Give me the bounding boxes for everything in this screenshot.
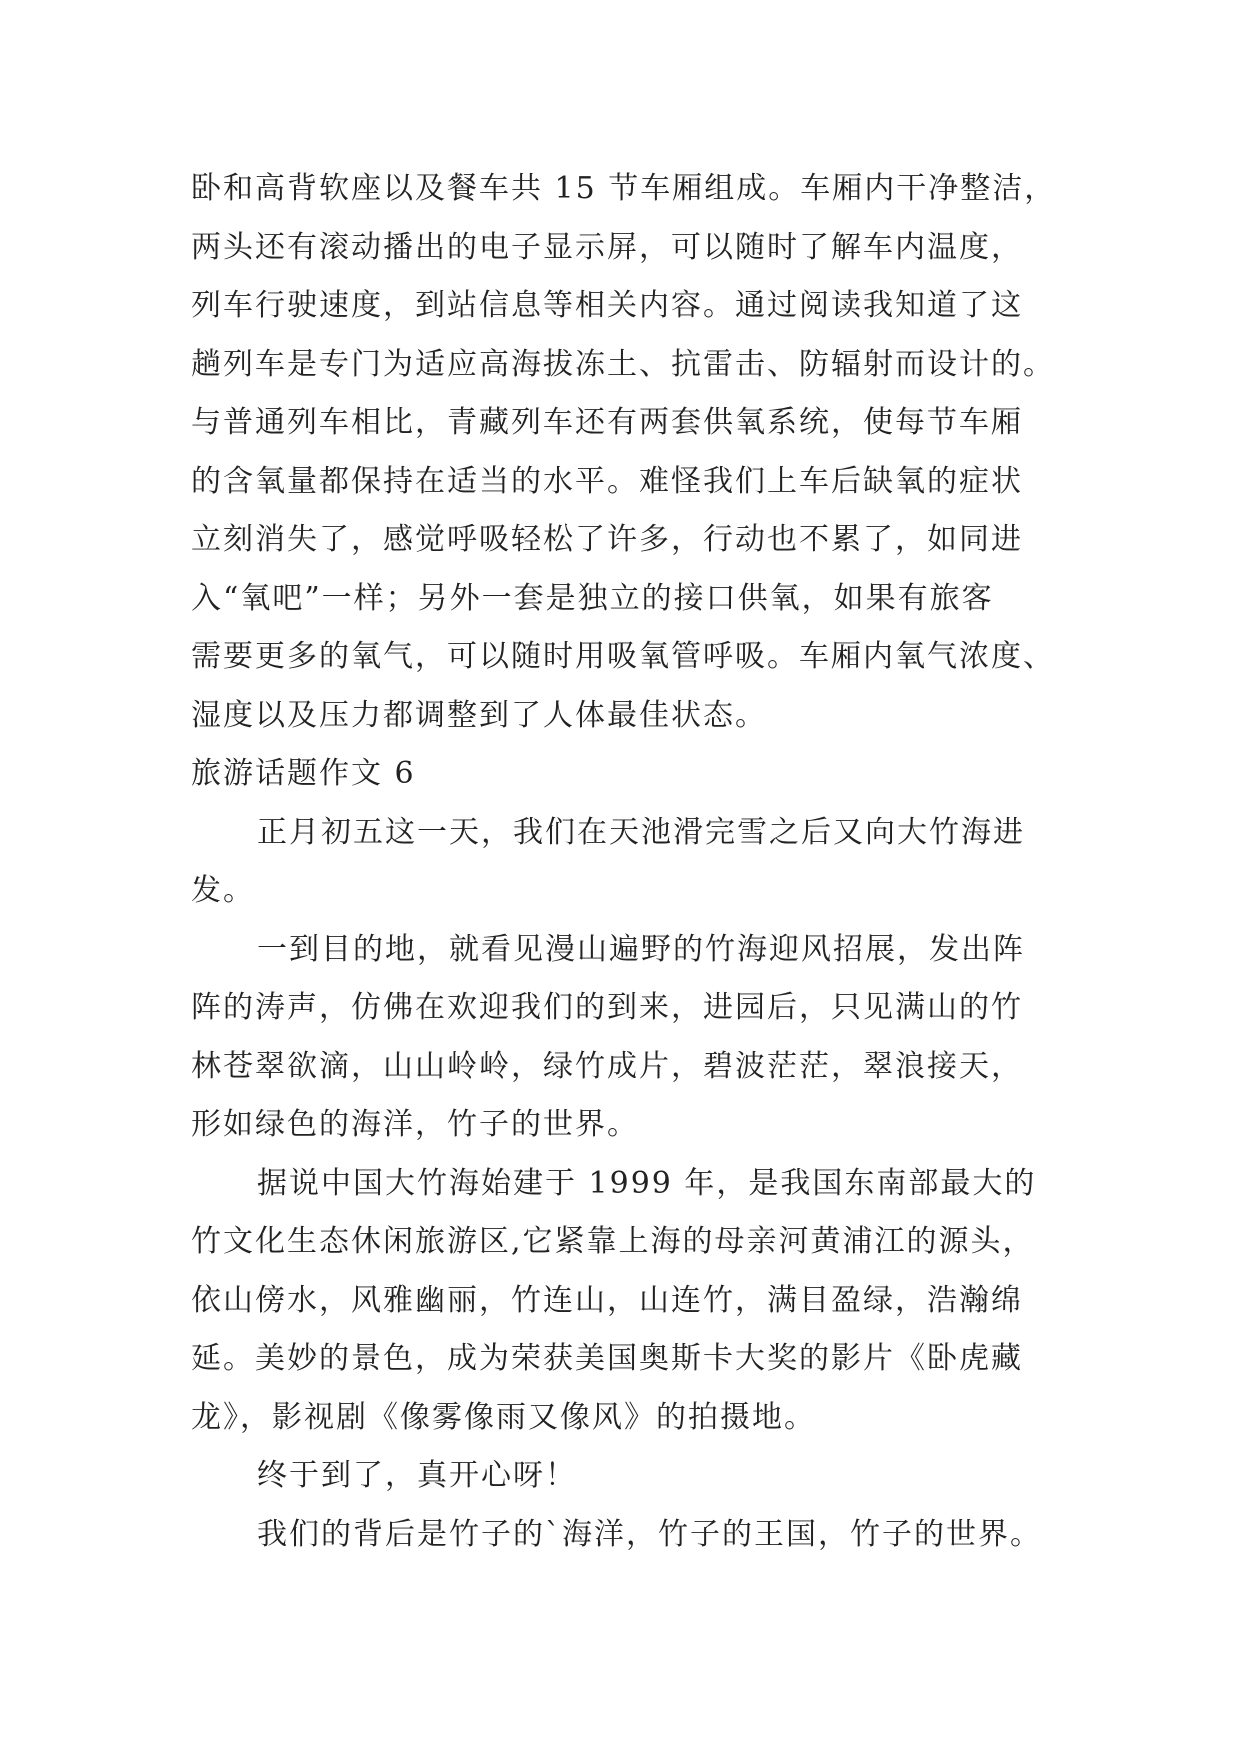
text-line: 的含氧量都保持在适当的水平。难怪我们上车后缺氧的症状 [191,463,1023,499]
text-line: 依山傍水，风雅幽丽，竹连山，山连竹，满目盈绿，浩瀚绵 [191,1282,1023,1318]
text-line: 立刻消失了，感觉呼吸轻松了许多，行动也不累了，如同进 [191,522,1023,557]
text-line: 龙》，影视剧《像雾像雨又像风》的拍摄地。 [191,1399,816,1435]
text-line: 列车行驶速度，到站信息等相关内容。通过阅读我知道了这 [191,288,1023,323]
paragraph-start-line: 正月初五这一天，我们在天池滑完雪之后又向大竹海进 [257,814,1025,850]
text-line: 竹文化生态休闲旅游区,它紧靠上海的母亲河黄浦江的源头， [191,1224,1035,1259]
section-heading: 旅游话题作文 6 [191,756,416,791]
document-body [191,160,1076,1564]
text-line: 延。美妙的景色，成为荣获美国奥斯卡大奖的影片《卧虎藏 [191,1341,1023,1376]
text-line: 湿度以及压力都调整到了人体最佳状态。 [191,697,767,733]
text-line: 形如绿色的海洋，竹子的世界。 [191,1107,639,1142]
paragraph-start-line: 终于到了，真开心呀！ [257,1458,577,1493]
paragraph-start-line: 我们的背后是竹子的`海洋，竹子的王国，竹子的世界。 [257,1516,1042,1552]
text-line: 发。 [191,873,255,908]
text-line: 两头还有滚动播出的电子显示屏，可以随时了解车内温度， [191,229,1023,265]
paragraph-start-line: 据说中国大竹海始建于 1999 年，是我国东南部最大的 [257,1165,1037,1201]
paragraph-start-line: 一到目的地，就看见漫山遍野的竹海迎风招展，发出阵 [257,931,1025,967]
text-line: 入“氧吧”一样；另外一套是独立的接口供氧，如果有旅客 [191,580,994,616]
text-line: 趟列车是专门为适应高海拔冻土、抗雷击、防辐射而设计的。 [191,346,1055,382]
text-line: 需要更多的氧气，可以随时用吸氧管呼吸。车厢内氧气浓度、 [191,639,1055,674]
text-line: 卧和高背软座以及餐车共 15 节车厢组成。车厢内干净整洁， [191,171,1057,206]
text-line: 阵的涛声，仿佛在欢迎我们的到来，进园后，只见满山的竹 [191,990,1023,1025]
text-line: 与普通列车相比，青藏列车还有两套供氧系统，使每节车厢 [191,405,1023,440]
text-line: 林苍翠欲滴，山山岭岭，绿竹成片，碧波茫茫，翠浪接天， [191,1048,1023,1084]
